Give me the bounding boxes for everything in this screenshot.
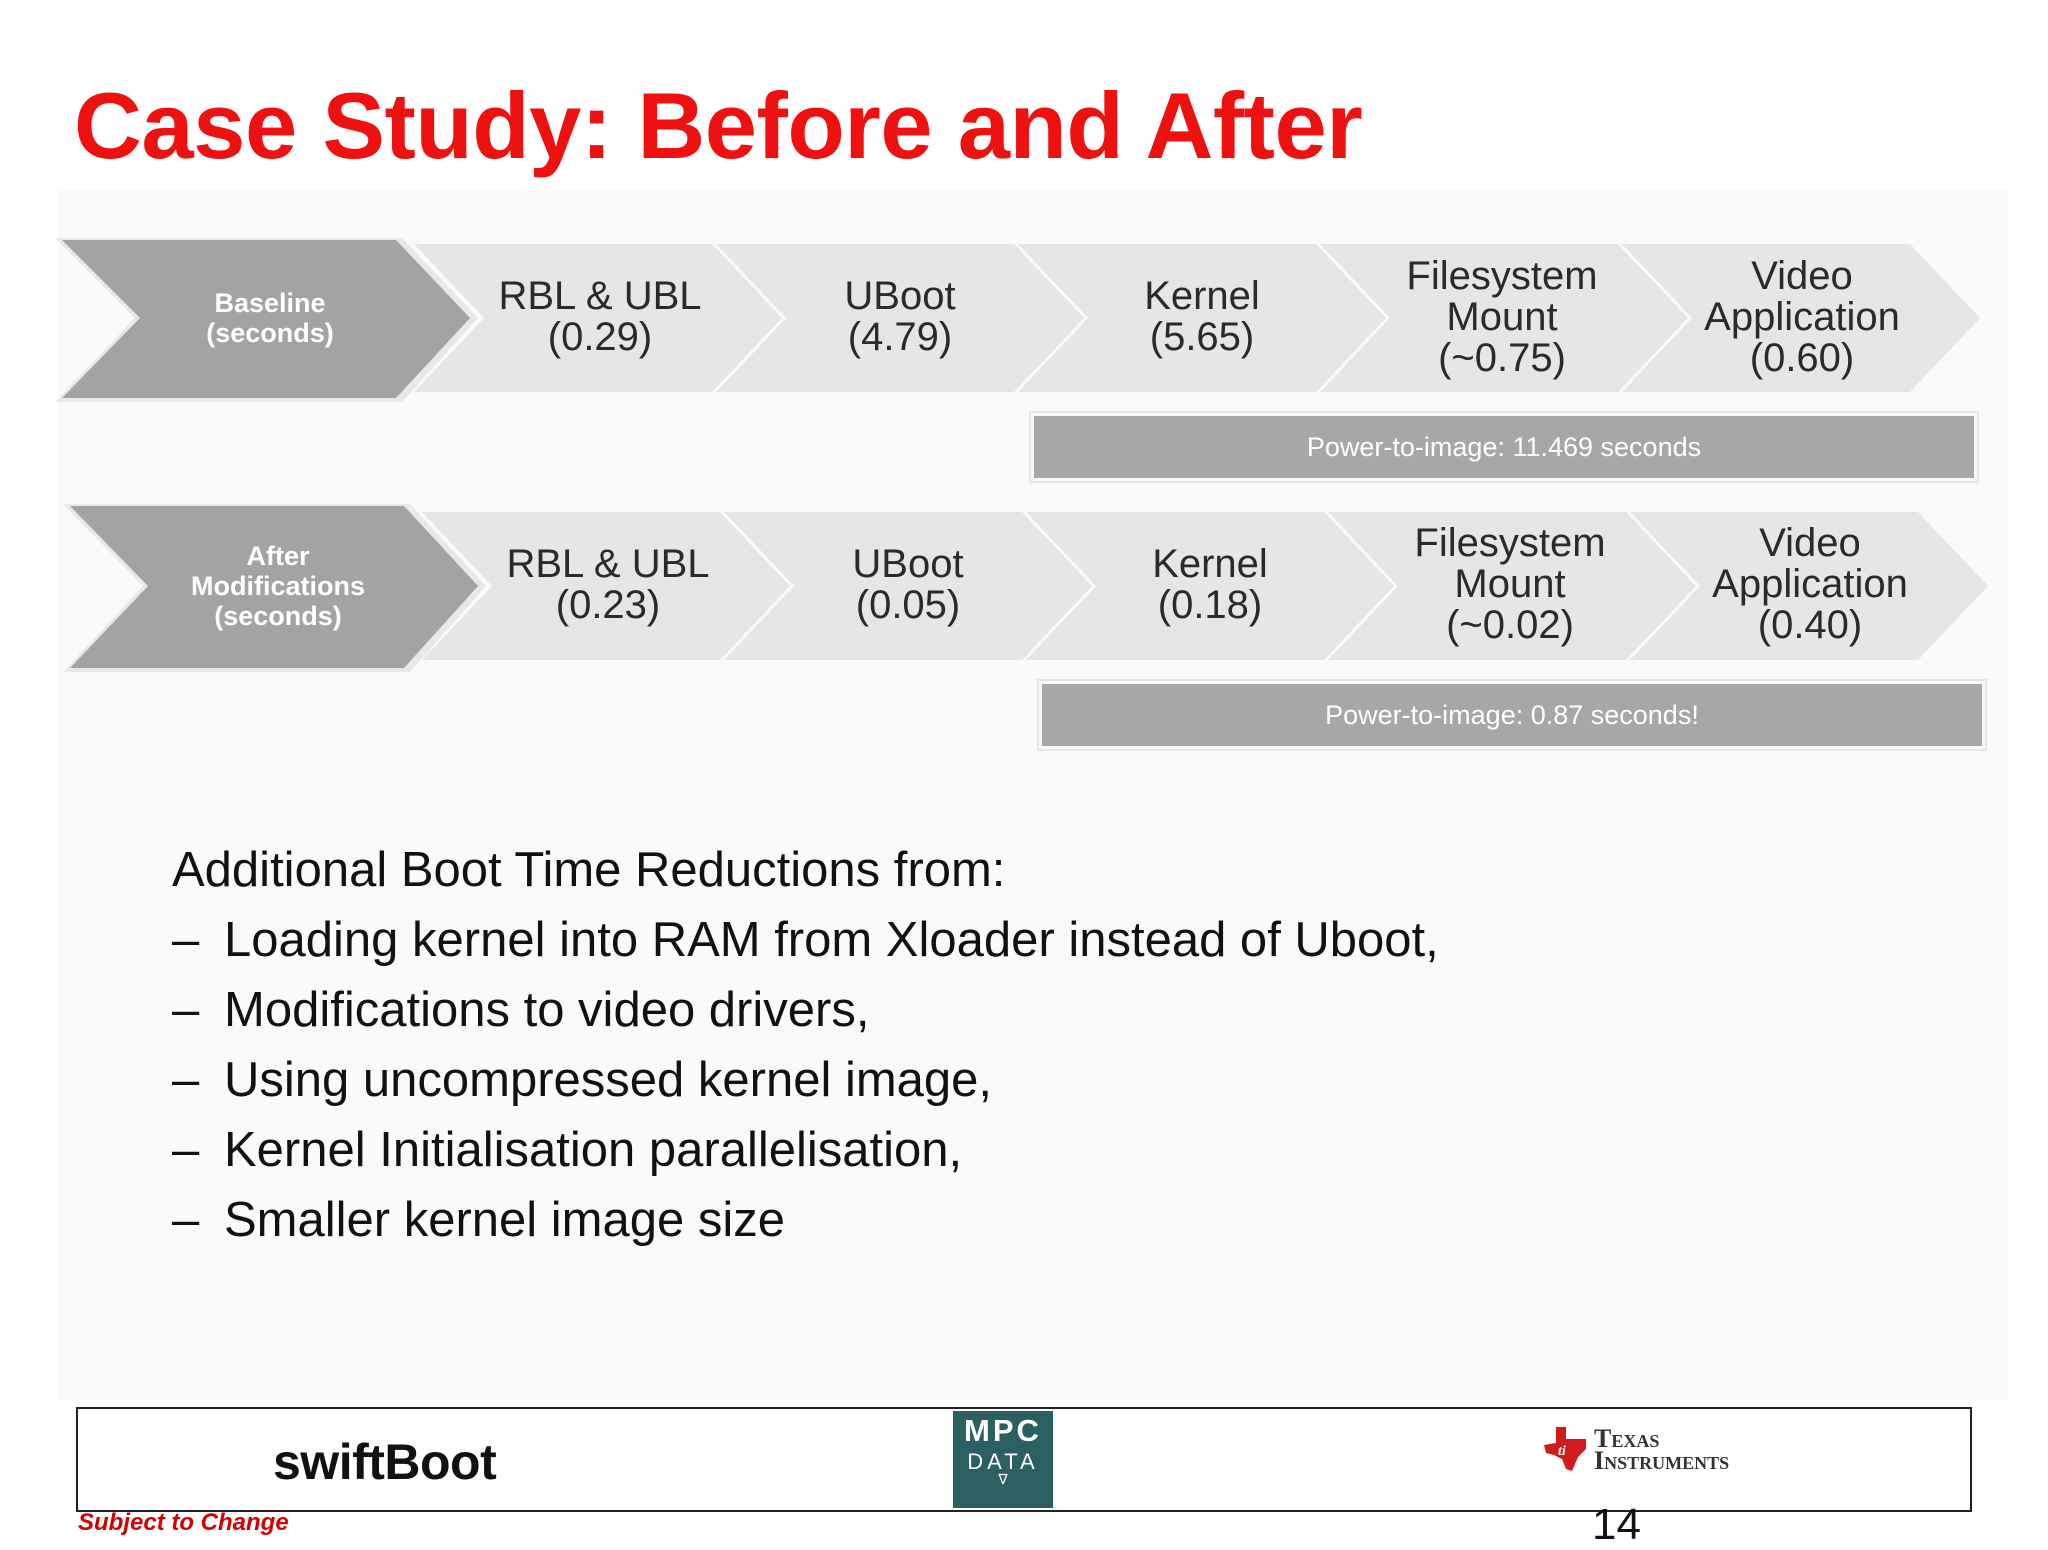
mpc-logo-top-text: MPC	[964, 1413, 1042, 1448]
ti-logo-line-2: Instruments	[1594, 1446, 1730, 1475]
baseline-stage-3	[1082, 260, 1322, 374]
stage-time: (0.40)	[1757, 603, 1863, 647]
footer-logo-bar	[76, 1407, 1972, 1512]
after-head-line-3: (seconds)	[214, 601, 342, 631]
stage-name: UBoot	[844, 274, 956, 318]
stage-time: (~0.02)	[1446, 603, 1574, 647]
stage-name: Video	[1751, 254, 1853, 298]
stage-name: Filesystem	[1414, 521, 1606, 565]
baseline-stage-2	[780, 260, 1020, 374]
stage-time: (0.05)	[855, 583, 961, 627]
stage-name: Kernel	[1152, 542, 1268, 586]
ti-state-icon	[1542, 1425, 1588, 1475]
swiftboot-logo-text: swiftBoot	[273, 1434, 497, 1490]
ti-logo-words	[1594, 1424, 1730, 1475]
mpc-data-logo	[953, 1411, 1053, 1508]
after-stage-2	[788, 528, 1028, 642]
list-item	[172, 905, 1439, 975]
baseline-stage-1	[480, 260, 720, 374]
list-item-text: Modifications to video drivers,	[224, 983, 870, 1037]
after-stage-3	[1090, 528, 1330, 642]
baseline-summary-bar: Power-to-image: 11.469 seconds	[1034, 416, 1974, 478]
baseline-stage-4	[1382, 255, 1622, 380]
svg-text:ti: ti	[1558, 1444, 1566, 1459]
list-item-text: Kernel Initialisation parallelisation,	[224, 1123, 963, 1177]
stage-name-2: Mount	[1454, 562, 1566, 606]
stage-time: (5.65)	[1149, 315, 1255, 359]
stage-time: (0.18)	[1157, 583, 1263, 627]
after-head-line-2: Modifications	[191, 571, 365, 601]
stage-name: Kernel	[1144, 274, 1260, 318]
dash-bullet: –	[172, 913, 200, 967]
list-item-text: Loading kernel into RAM from Xloader instead of Uboot,	[224, 913, 1439, 967]
stage-name: RBL & UBL	[506, 542, 710, 586]
slide-title: Case Study: Before and After	[74, 73, 1363, 178]
boot-reductions-list	[172, 835, 1439, 1255]
after-head-line-1: After	[246, 541, 310, 571]
stage-time: (0.29)	[547, 315, 653, 359]
page-number: 14	[1592, 1500, 1641, 1549]
stage-name-2: Application	[1712, 562, 1908, 606]
list-heading: Additional Boot Time Reductions from:	[172, 843, 1006, 897]
subject-to-change-note: Subject to Change	[78, 1509, 289, 1536]
dash-bullet: –	[172, 983, 200, 1037]
stage-time: (4.79)	[847, 315, 953, 359]
swiftboot-logo	[273, 1433, 496, 1491]
after-head-label	[158, 538, 398, 634]
baseline-stage-5	[1682, 255, 1922, 380]
texas-instruments-logo	[1542, 1425, 1729, 1475]
mpc-logo-triangle: ∇	[998, 1471, 1008, 1487]
after-stage-1	[488, 528, 728, 642]
list-item	[172, 1115, 1439, 1185]
stage-time: (0.23)	[555, 583, 661, 627]
stage-name: Filesystem	[1406, 254, 1598, 298]
stage-time: (~0.75)	[1438, 336, 1566, 380]
baseline-head-line-1: Baseline	[214, 288, 326, 318]
dash-bullet: –	[172, 1123, 200, 1177]
list-item	[172, 1045, 1439, 1115]
ti-logo-line-1: Texas	[1594, 1424, 1660, 1453]
stage-name-2: Application	[1704, 295, 1900, 339]
after-stage-4	[1390, 522, 1630, 647]
list-item-text: Using uncompressed kernel image,	[224, 1053, 993, 1107]
list-item	[172, 975, 1439, 1045]
after-summary-bar: Power-to-image: 0.87 seconds!	[1042, 684, 1982, 746]
mpc-logo-bottom-text: DATA	[967, 1449, 1039, 1474]
baseline-head-line-2: (seconds)	[206, 318, 334, 348]
stage-name: RBL & UBL	[498, 274, 702, 318]
list-item	[172, 1185, 1439, 1255]
after-stage-5	[1690, 522, 1930, 647]
stage-name-2: Mount	[1446, 295, 1558, 339]
stage-name: UBoot	[852, 542, 964, 586]
dash-bullet: –	[172, 1193, 200, 1247]
baseline-head-label	[150, 278, 390, 358]
stage-time: (0.60)	[1749, 336, 1855, 380]
list-item-text: Smaller kernel image size	[224, 1193, 785, 1247]
dash-bullet: –	[172, 1053, 200, 1107]
stage-name: Video	[1759, 521, 1861, 565]
